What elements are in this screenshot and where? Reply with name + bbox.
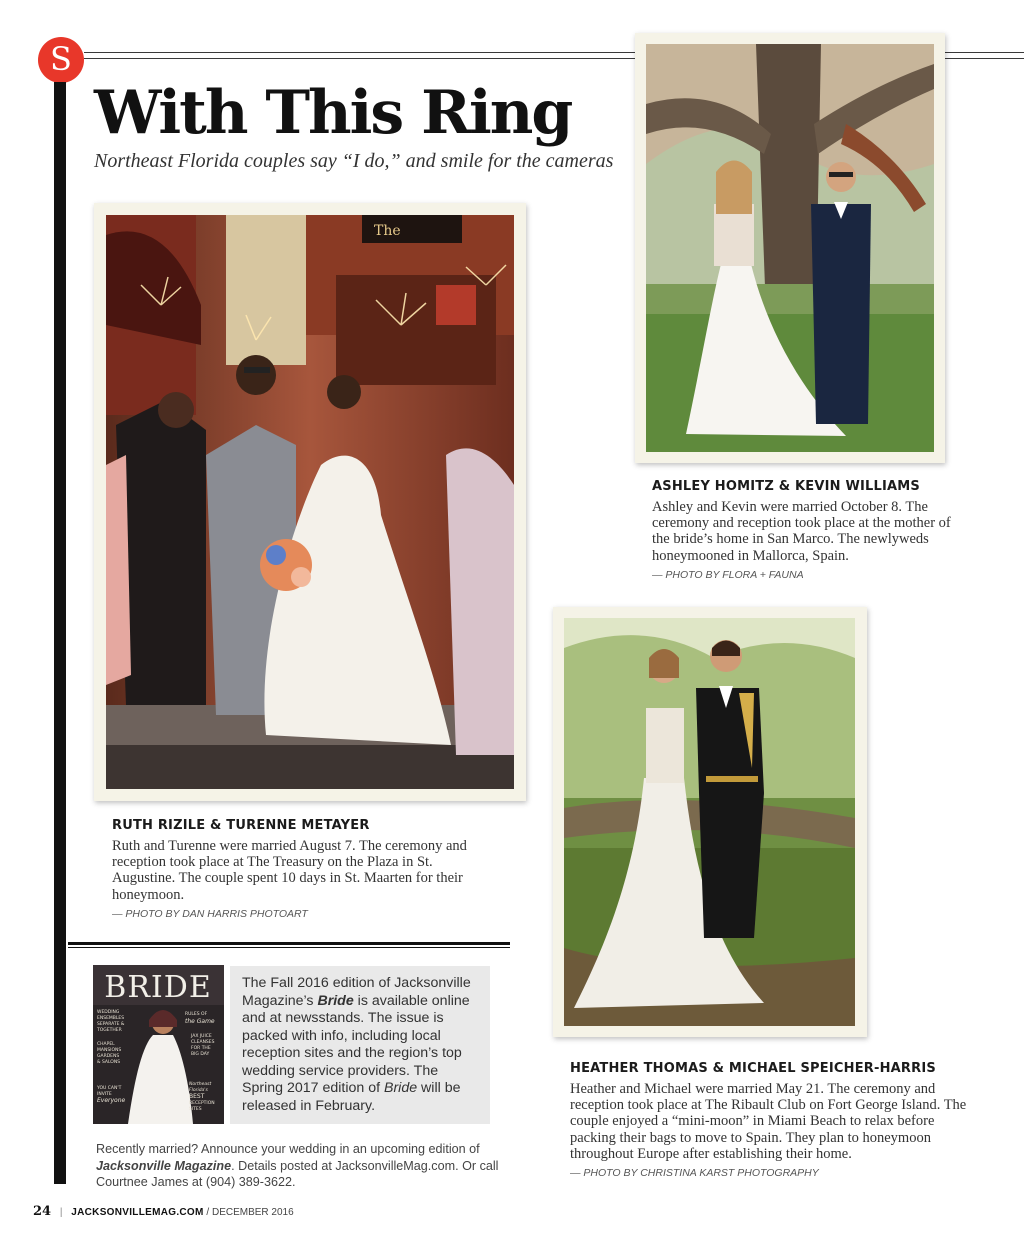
cover-line: GARDENS [97,1054,120,1059]
cover-line: SITES [189,1107,202,1112]
cover-line: ENSEMBLES [97,1016,125,1021]
cover-line: MANSIONS [97,1048,122,1053]
note-magazine-name: Jacksonville Magazine [96,1158,232,1173]
promo-text-part: will be released in February. [242,1080,461,1114]
cover-line: CHAPEL [97,1042,115,1047]
promo-text [242,975,482,1115]
cover-line: SEPARATE & [97,1022,125,1027]
cover-line: the Game [185,1018,215,1025]
cover-line: Florida's [189,1088,208,1093]
note-text-part: . Details posted at JacksonvilleMag.com. Or call Courtnee James at (904) 389-3622. [96,1158,499,1189]
promo-divider [68,942,510,945]
wedding-photo-heather-michael [564,618,855,1026]
cover-line: JAX JUICE [191,1034,212,1039]
cover-line: BEST [189,1093,205,1100]
couple-story: Ashley and Kevin were married October 8. The ceremony and reception took place at the mother of the bride’s home in San Marco. The newlyweds honeymooned in Mallorca, Spain. [652,499,951,564]
cover-line: & SALONS [97,1060,121,1065]
photo-credit: — PHOTO BY CHRISTINA KARST PHOTOGRAPHY [570,1167,819,1179]
couple-story: Ruth and Turenne were married August 7. The ceremony and reception took place at The Treasury on the Plaza in St. Augustine. The couple spent 10 days in St. Maarten for their honeymoon. [112,838,467,903]
section-side-bar [54,82,66,1184]
footer-issue: / DECEMBER 2016 [206,1207,294,1218]
page-title: With This Ring [94,78,572,148]
couple-story: Heather and Michael were married May 21. The ceremony and reception took place at The Ribault Club on Fort George Island. The couple enjoyed a “mini-moon” in Miami Beach to relax before packing their bags to move to Spain. They plan to honeymoon throughout Europe after establishing their home. [570,1081,967,1162]
promo-magazine-name: Bride [317,992,354,1009]
footer-separator: | [59,1207,63,1218]
footer-site: JACKSONVILLEMAG.COM [71,1207,204,1218]
couple-names: ASHLEY HOMITZ & KEVIN WILLIAMS [652,479,920,494]
announcement-note [96,1141,501,1191]
photo-credit: — PHOTO BY DAN HARRIS PHOTOART [112,908,308,920]
cover-line: WEDDING [97,1010,120,1015]
header-rule [944,52,1024,53]
header-rule [84,58,636,59]
promo-text-part: is available online and at newsstands. The issue is packed with info, including local reception sites and the region’s top wedding service providers. The Spring 2017 edition of [242,992,470,1096]
header-rule [944,58,1024,59]
cover-line: Everyone [97,1097,126,1104]
cover-line: Northeast [189,1082,212,1087]
cover-line: BIG DAY [191,1052,210,1057]
wedding-photo-ashley-kevin [646,44,934,452]
promo-divider [68,947,510,948]
promo-text-part: The Fall 2016 edition of Jacksonville Magazine’s [242,975,471,1009]
page-number: 24 [33,1204,52,1219]
cover-line: YOU CAN'T [97,1086,122,1091]
photo-credit: — PHOTO BY FLORA + FAUNA [652,569,804,581]
cover-line: FOR THE [191,1046,211,1051]
bride-magazine-cover [93,965,224,1124]
couple-names: HEATHER THOMAS & MICHAEL SPEICHER-HARRIS [570,1061,936,1076]
promo-magazine-name: Bride [383,1080,418,1096]
cover-line: CLEANSES [191,1040,215,1045]
photo-sign-text: The [374,223,401,239]
cover-line: INVITE [97,1092,112,1097]
wedding-photo-ruth-turenne [106,215,514,789]
couple-names: RUTH RIZILE & TURENNE METAYER [112,818,370,833]
page-footer [33,1204,294,1219]
note-text-part: Recently married? Announce your wedding in an upcoming edition of [96,1142,480,1156]
section-badge: S [38,37,84,83]
header-rule [84,52,636,53]
cover-line: RECEPTION [189,1101,215,1106]
page-subtitle: Northeast Florida couples say “I do,” and smile for the cameras [94,150,614,172]
cover-line: RULES OF [185,1012,208,1017]
cover-line: TOGETHER [97,1028,122,1033]
cover-masthead: BRIDE [104,970,212,1005]
